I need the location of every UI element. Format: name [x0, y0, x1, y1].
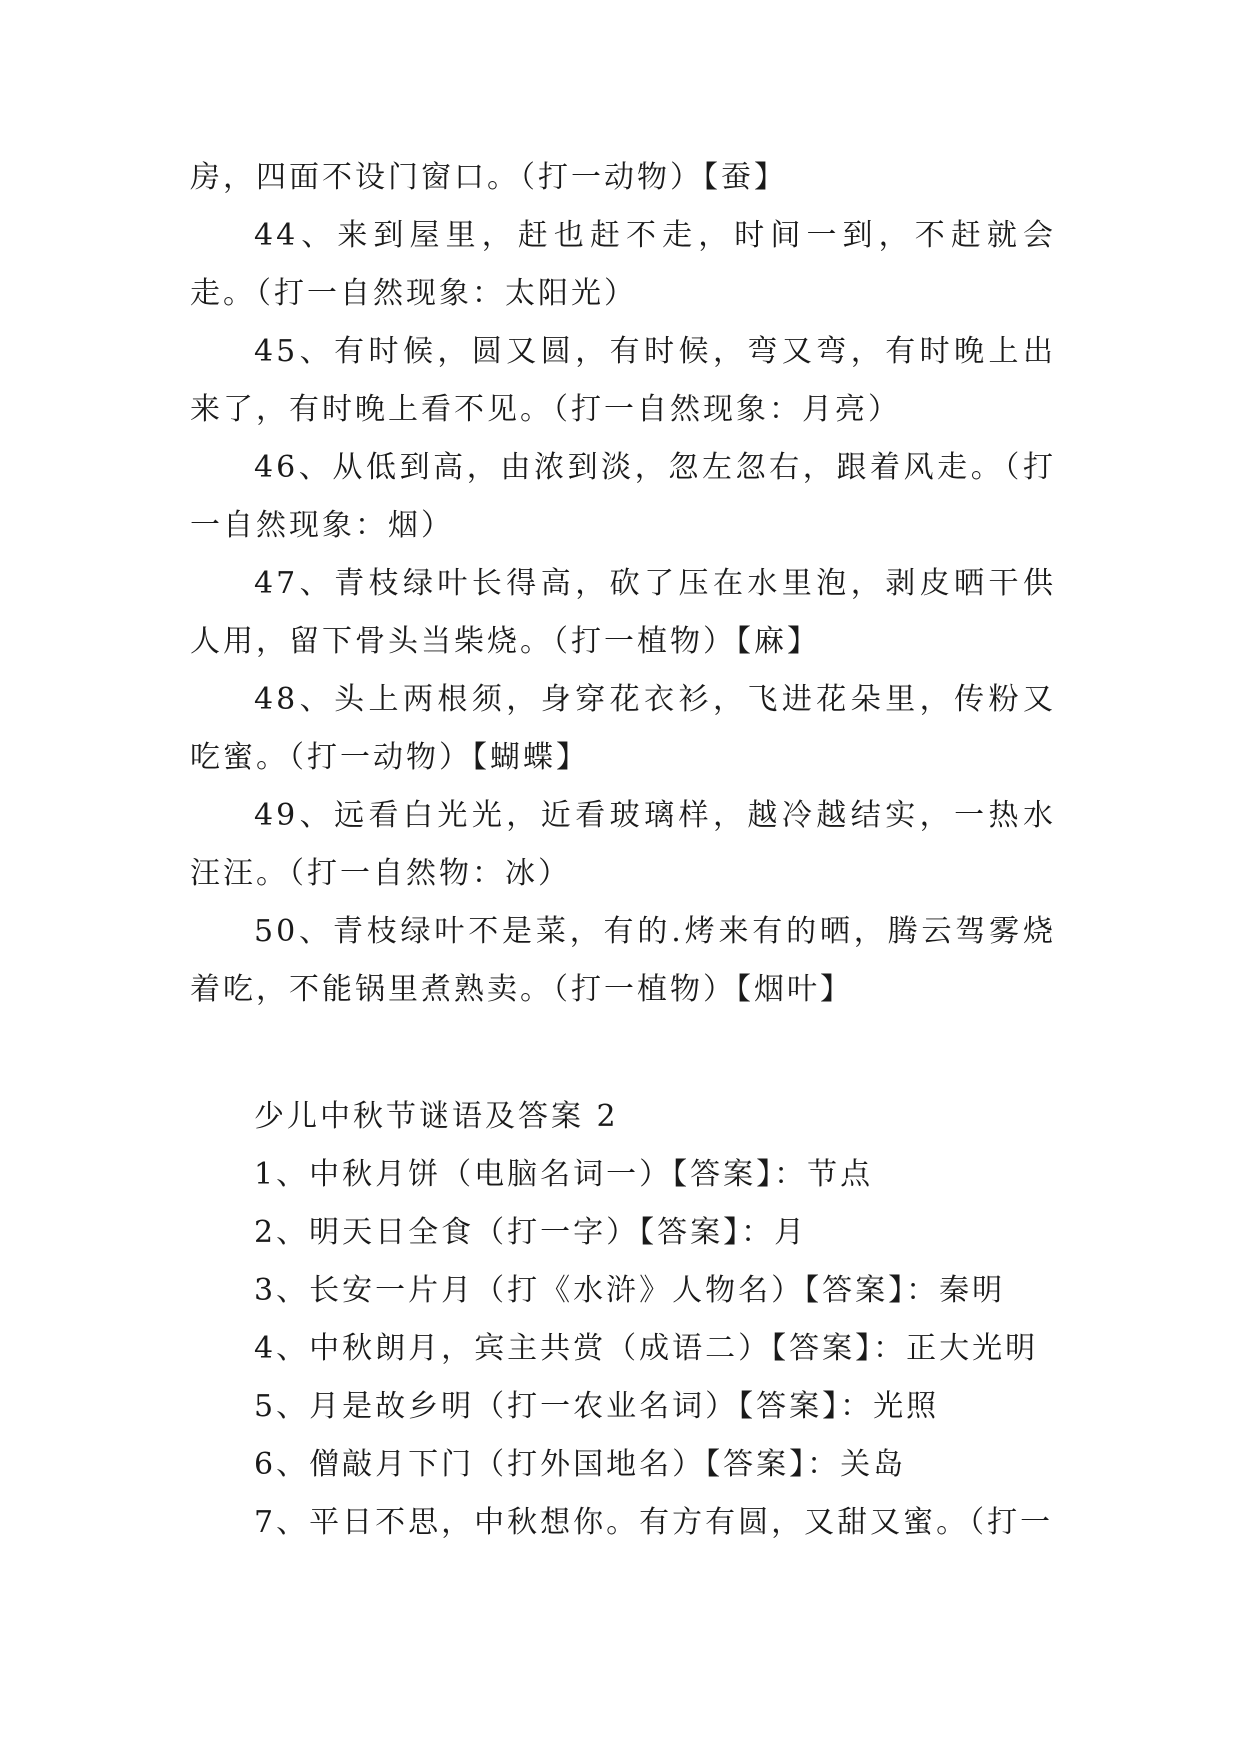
paragraph-47: 47、青枝绿叶长得高，砍了压在水里泡，剥皮晒干供人用，留下骨头当柴烧。（打一植物）【麻】 [190, 566, 1056, 659]
paragraph-43-end: 房，四面不设门窗口。（打一动物）【蚕】 [190, 160, 787, 195]
riddle-4: 4、中秋朗月，宾主共赏（成语二）【答案】：正大光明 [254, 1331, 1039, 1366]
paragraph-48: 48、头上两根须，身穿花衣衫，飞进花朵里，传粉又吃蜜。（打一动物）【蝴蝶】 [190, 682, 1056, 775]
paragraph-46: 46、从低到高，由浓到淡，忽左忽右，跟着风走。（打一自然现象：烟） [190, 450, 1056, 543]
paragraph-50: 50、青枝绿叶不是菜，有的.烤来有的晒，腾云驾雾烧着吃，不能锅里煮熟卖。（打一植物）【烟叶】 [190, 914, 1056, 1007]
paragraph-44: 44、来到屋里，赶也赶不走，时间一到，不赶就会走。（打一自然现象：太阳光） [190, 218, 1056, 311]
riddle-7: 7、平日不思，中秋想你。有方有圆，又甜又蜜。（打一 [254, 1505, 1054, 1540]
paragraph-49: 49、远看白光光，近看玻璃样，越冷越结实，一热水汪汪。（打一自然物：冰） [190, 798, 1056, 891]
riddle-6: 6、僧敲月下门（打外国地名）【答案】：关岛 [254, 1447, 907, 1482]
riddle-1: 1、中秋月饼（电脑名词一）【答案】：节点 [254, 1157, 874, 1192]
riddle-2: 2、明天日全食（打一字）【答案】：月 [254, 1215, 808, 1250]
paragraph-45: 45、有时候，圆又圆，有时候，弯又弯，有时晚上出来了，有时晚上看不见。（打一自然现象：月亮） [190, 334, 1056, 427]
section-title: 少儿中秋节谜语及答案 2 [254, 1099, 619, 1134]
riddle-3: 3、长安一片月（打《水浒》人物名）【答案】：秦明 [254, 1273, 1006, 1308]
riddle-5: 5、月是故乡明（打一农业名词）【答案】：光照 [254, 1389, 940, 1424]
